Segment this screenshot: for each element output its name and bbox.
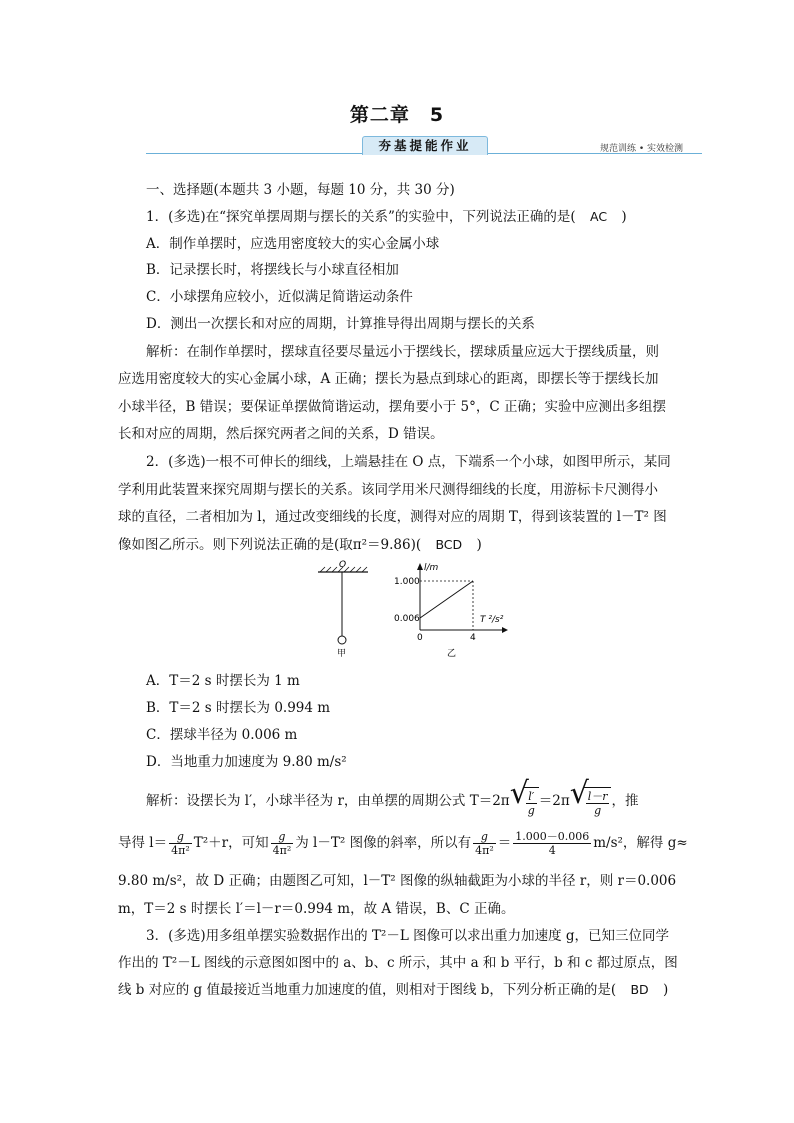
- frac-den: 4π²: [272, 844, 292, 857]
- page-title: 第二章 5: [349, 104, 445, 126]
- q1-stem: [146, 207, 627, 227]
- y-tick-bottom: 0.006: [394, 614, 420, 624]
- q2-analysis-line-4: m，T＝2 s 时摆长 l′＝l－r＝0.994 m，故 A 错误，B、C 正确。: [118, 901, 515, 917]
- analysis-text: 导得 l＝: [118, 835, 168, 851]
- q2-option-b: B．T＝2 s 时摆长为 0.994 m: [146, 700, 331, 716]
- frac-num: l－r: [587, 790, 608, 803]
- frac-den: 4: [548, 844, 556, 857]
- q1-option-b: B．记录摆长时，将摆线长与小球直径相加: [146, 262, 399, 278]
- q2-stem-line: 2．(多选)一根不可伸长的细线，上端悬挂在 O 点，下端系一个小球，如图甲所示，某同: [146, 454, 671, 470]
- q3-stem-suffix: ): [662, 982, 669, 998]
- q2-option-c: C．摆球半径为 0.006 m: [146, 727, 298, 743]
- q1-analysis-line: 长和对应的周期，然后探究两者之间的关系，D 错误。: [118, 426, 444, 442]
- q2-stem-suffix: ): [476, 537, 482, 553]
- q1-option-a: A．制作单摆时，应选用密度较大的实心金属小球: [146, 236, 440, 252]
- pendulum-diagram: [318, 560, 368, 659]
- analysis-text: 为 l－T² 图像的斜率，所以有: [295, 835, 472, 851]
- y-tick-top: 1.000: [394, 577, 420, 587]
- section-heading: 一、选择题(本题共 3 小题，每题 10 分，共 30 分): [146, 182, 455, 198]
- frac-den: g: [527, 804, 535, 817]
- analysis-text: m/s²，解得 g≈: [593, 835, 688, 851]
- q1-analysis-line: 解析：在制作单摆时，摆球直径要尽量远小于摆线长，摆球质量应远大于摆线质量，则: [146, 344, 659, 360]
- q2-option-a: A．T＝2 s 时摆长为 1 m: [146, 673, 300, 689]
- pivot-label: O: [339, 560, 347, 570]
- q2-analysis-line-1: [146, 776, 639, 818]
- sqrt-formula: √ $\frac{l'}{g}$: [510, 785, 539, 818]
- pendulum-bob: [338, 636, 346, 644]
- analysis-text: ＝: [497, 835, 512, 851]
- sqrt-formula: √ $\frac{l-r}{g}$: [570, 785, 612, 818]
- q2-figure: [300, 560, 520, 660]
- analysis-text: T²＋r，可知: [193, 835, 269, 851]
- q2-stem-line: 球的直径，二者相加为 l，通过改变细线的长度，测得对应的周期 T，得到该装置的 l－T² 图: [118, 509, 667, 525]
- q3-answer: BD: [630, 982, 649, 997]
- frac-den: g: [594, 804, 602, 817]
- fraction: [271, 830, 294, 857]
- fraction: [513, 830, 591, 857]
- x-axis-arrow: [502, 627, 508, 633]
- q1-analysis-line: 应选用密度较大的实心金属小球，A 正确；摆长为悬点到球心的距离，即摆长等于摆线长加: [118, 371, 659, 387]
- q3-stem-text: 线 b 对应的 g 值最接近当地重力加速度的值，则相对于图线 b，下列分析正确的是(: [118, 982, 617, 998]
- frac-den: 4π²: [171, 844, 190, 857]
- x-axis-label: T ²/s²: [480, 615, 504, 625]
- q1-analysis-line: 小球半径，B 错误；要保证单摆做简谐运动，摆角要小于 5°，C 正确；实验中应测出多组摆: [118, 399, 666, 415]
- caption-left: 甲: [337, 649, 347, 659]
- x-tick-origin: 0: [417, 633, 423, 643]
- frac-num: l′: [526, 790, 537, 804]
- q2-option-d: D．当地重力加速度为 9.80 m/s²: [146, 754, 347, 770]
- q2-answer: BCD: [435, 537, 463, 552]
- q2-analysis-line-2: [118, 828, 688, 858]
- q3-stem-line: 3．(多选)用多组单摆实验数据作出的 T²－L 图像可以求出重力加速度 g，已知三位同学: [146, 928, 670, 944]
- fraction: [473, 830, 496, 857]
- q1-option-c: C．小球摆角应较小，近似满足简谐运动条件: [146, 289, 413, 305]
- q1-answer: AC: [590, 209, 608, 224]
- q1-option-d: D．测出一次摆长和对应的周期，计算推导得出周期与摆长的关系: [146, 316, 535, 332]
- analysis-text: ，推: [611, 793, 639, 809]
- q2-stem-line: 学利用此装置来探究周期与摆长的关系。该同学用米尺测得细线的长度，用游标卡尺测得小: [118, 482, 658, 498]
- frac-num: g: [169, 830, 192, 844]
- fit-line: [420, 581, 473, 618]
- y-axis-label: l/m: [424, 563, 439, 573]
- x-tick-end: 4: [470, 633, 476, 643]
- banner-slogan: 规范训练 • 实效检测: [600, 144, 684, 154]
- frac-num: g: [271, 830, 294, 844]
- caption-right: 乙: [447, 649, 457, 659]
- frac-num: g: [473, 830, 496, 844]
- q1-stem-prefix: 1．(多选)在“探究单摆周期与摆长的关系”的实验中，下列说法正确的是(: [146, 209, 576, 225]
- analysis-text: 解析：设摆长为 l′，小球半径为 r，由单摆的周期公式 T＝2π: [146, 793, 510, 809]
- q3-stem-line: 作出的 T²－L 图线的示意图如图中的 a、b、c 所示，其中 a 和 b 平行，b 和 c 都过原点，图: [118, 955, 678, 971]
- q1-stem-suffix: ): [621, 209, 627, 225]
- section-banner: 夯基提能作业: [362, 136, 488, 155]
- analysis-text: ＝2π: [538, 793, 570, 809]
- frac-num: 1.000－0.006: [515, 830, 590, 843]
- l-t2-graph: [394, 563, 508, 659]
- q2-analysis-line-3: 9.80 m/s²，故 D 正确；由题图乙可知，l－T² 图像的纵轴截距为小球的半径 r，则 r＝0.006: [118, 873, 677, 889]
- fraction: [169, 830, 192, 857]
- q2-stem-text: 像如图乙所示。则下列说法正确的是(取π²＝9.86)(: [118, 537, 422, 553]
- q2-stem-line-last: [118, 535, 482, 555]
- y-axis-arrow: [417, 563, 423, 570]
- q3-stem-line-last: [118, 980, 668, 1000]
- frac-den: 4π²: [475, 844, 494, 857]
